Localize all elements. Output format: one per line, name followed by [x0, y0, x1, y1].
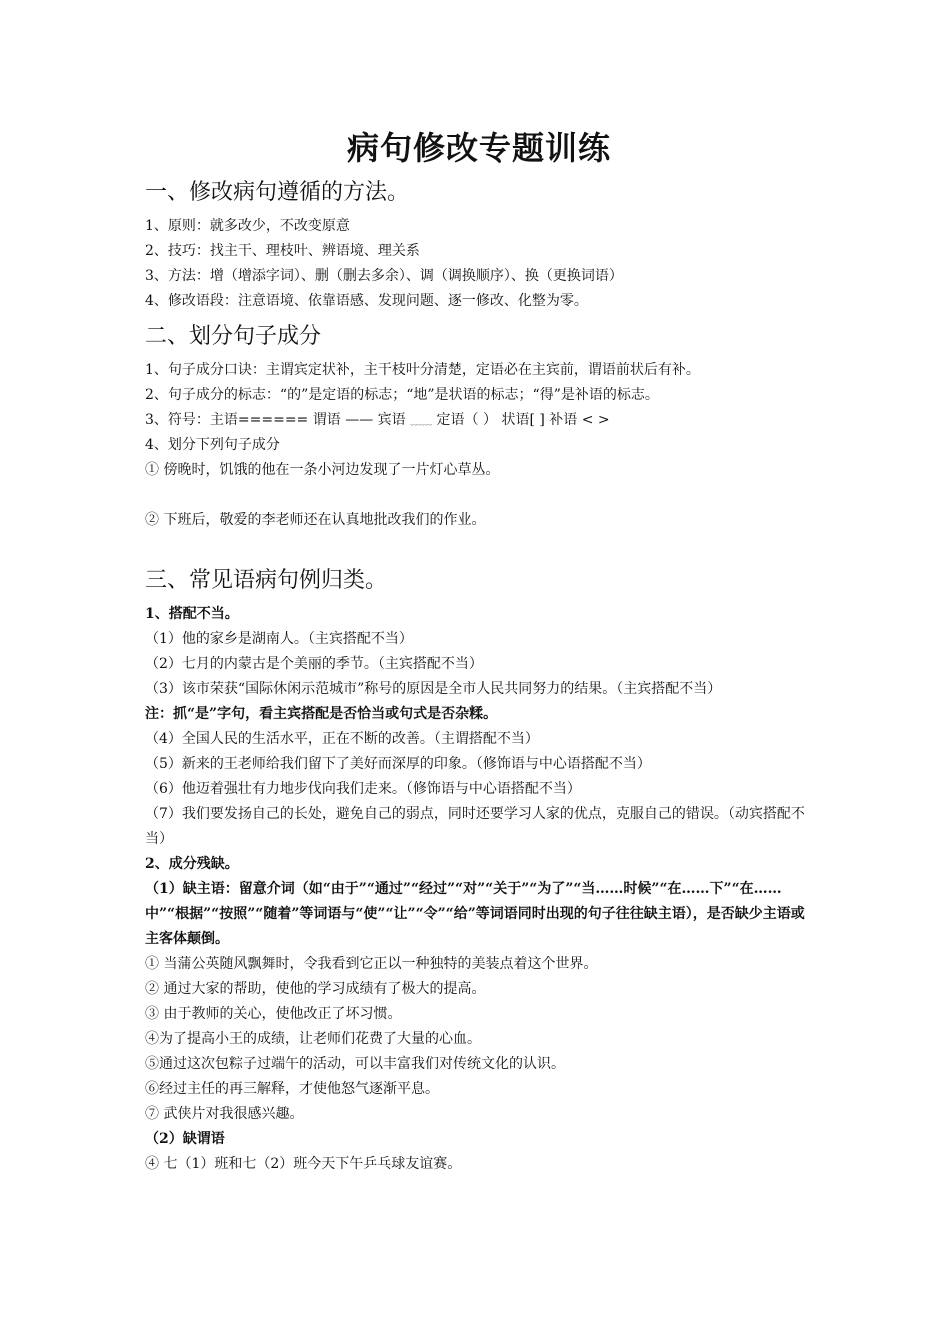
example-item: （3）该市荣获“国际休闲示范城市”称号的原因是全市人民共同努力的结果。（主宾搭配不当） [145, 681, 722, 697]
note-text: 注：抓“是”字句，看主宾搭配是否恰当或句式是否杂糅。 [145, 706, 498, 722]
example-item: （6）他迈着强壮有力地步伐向我们走来。（修饰语与中心语搭配不当） [145, 781, 581, 797]
symbol-line [145, 408, 813, 433]
example-item: ④为了提高小王的成绩，让老师们花费了大量的心血。 [145, 1031, 481, 1047]
subsection-title: 1、搭配不当。 [145, 606, 239, 622]
example-item: ① 当蒲公英随风飘舞时，令我看到它正以一种独特的美装点着这个世界。 [145, 956, 598, 972]
symbol-prefix: 3、符号：主语====== [145, 412, 309, 428]
list-item: 2、技巧：找主干、理枝叶、辨语境、理关系 [145, 243, 420, 259]
section1-heading: 一、修改病句遵循的方法。 [145, 180, 410, 205]
example-item: ④ 七（1）班和七（2）班今天下午乒乓球友谊赛。 [145, 1156, 462, 1172]
example-item: ② 通过大家的帮助，使他的学习成绩有了极大的提高。 [145, 981, 486, 997]
exercise-sentence: ② 下班后，敬爱的李老师还在认真地批改我们的作业。 [145, 512, 486, 528]
example-item: （4）全国人民的生活水平，正在不断的改善。（主谓搭配不当） [145, 731, 539, 747]
example-item: （1）他的家乡是湖南人。（主宾搭配不当） [145, 631, 413, 647]
rule-text: （1）缺主语：留意介词（如“由于”“通过”“经过”“对”“关于”“为了”“当……时候”“在……下”“在……中”“根据”“按照”“随着”等词语与“使”“让”“令”“给”等词语同时出现的句子往往缺主语），是否缺少主语或主客体颠倒。 [145, 881, 805, 947]
example-item: ⑥经过主任的再三解释，才使他怒气逐渐平息。 [145, 1081, 439, 1097]
example-item: ⑦ 武侠片对我很感兴趣。 [145, 1106, 304, 1122]
list-item: 1、原则：就多改少，不改变原意 [145, 218, 350, 234]
section3-heading: 三、常见语病句例归类。 [145, 568, 388, 593]
document-page [145, 128, 813, 1177]
list-item: 4、修改语段：注意语境、依靠语感、发现问题、逐一修改、化整为零。 [145, 293, 588, 309]
exercise-sentence: ① 傍晚时，饥饿的他在一条小河边发现了一片灯心草丛。 [145, 462, 500, 478]
list-item: 2、句子成分的标志：“的”是定语的标志；“地”是状语的标志；“得”是补语的标志。 [145, 387, 659, 403]
document-title: 病句修改专题训练 [346, 129, 611, 167]
list-item: 3、方法：增（增添字词）、删（删去多余）、调（调换顺序）、换（更换词语） [145, 268, 623, 284]
example-item: （7）我们要发扬自己的长处，避免自己的弱点，同时还要学习人家的优点，克服自己的错误。（动宾搭配不当） [145, 806, 805, 847]
list-item: 1、句子成分口诀：主谓宾定状补，主干枝叶分清楚，定语必在主宾前，谓语前状后有补。 [145, 362, 700, 378]
example-item: （2）七月的内蒙古是个美丽的季节。（主宾搭配不当） [145, 656, 483, 672]
symbol-part1: 谓语 —— 宾语 [308, 412, 411, 428]
subsection-title: 2、成分残缺。 [145, 856, 239, 872]
symbol-part2: 定语（ ） 状语[ ] 补语 < > [432, 412, 610, 428]
section2-heading: 二、划分句子成分 [145, 324, 322, 349]
example-item: （5）新来的王老师给我们留下了美好而深厚的印象。（修饰语与中心语搭配不当） [145, 756, 651, 772]
subsection-title: （2）缺谓语 [145, 1131, 225, 1147]
list-item: 4、划分下列句子成分 [145, 437, 280, 453]
wavy-mark: ﹏﹏ [410, 414, 433, 427]
example-item: ③ 由于教师的关心，使他改正了坏习惯。 [145, 1006, 402, 1022]
example-item: ⑤通过这次包粽子过端午的活动，可以丰富我们对传统文化的认识。 [145, 1056, 565, 1072]
